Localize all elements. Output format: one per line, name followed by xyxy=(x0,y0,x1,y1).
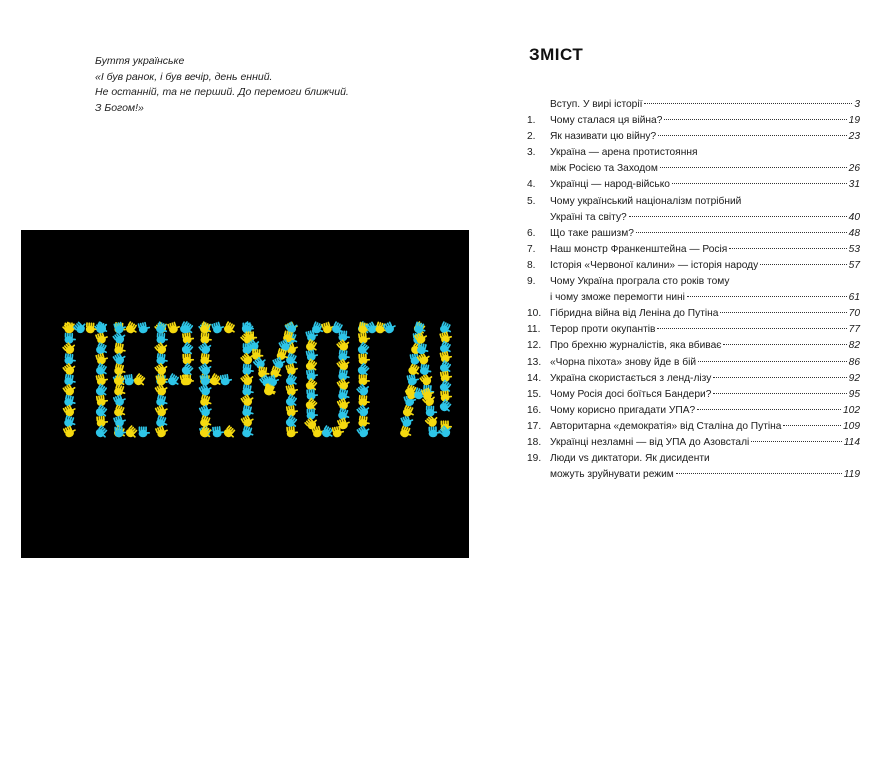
toc-entry-title: Україна скористається з ленд-лізу xyxy=(550,372,712,384)
toc-entry-title: Чому сталася ця війна? xyxy=(550,115,663,127)
toc-entry[interactable] xyxy=(527,274,860,306)
toc-entry-title: Терор проти окупантів xyxy=(550,324,656,336)
toc-entry-page: 109 xyxy=(843,420,860,432)
toc-entry-title: Чому Україна програла сто років тому xyxy=(550,276,730,288)
toc-entry[interactable] xyxy=(527,403,860,419)
toc-entry-title: Наш монстр Франкенштейна — Росія xyxy=(550,243,728,255)
toc-entry-title: Українці — народ-військо xyxy=(550,179,670,191)
dot-leader xyxy=(729,248,846,249)
toc-entry-page: 57 xyxy=(848,259,860,271)
toc-entry-number: 4. xyxy=(527,179,536,191)
toc-entry-title: Чому Росія досі боїться Бандери? xyxy=(550,388,712,400)
dot-leader xyxy=(783,425,841,426)
toc-entry-page: 114 xyxy=(843,436,860,448)
epigraph-line: З Богом!» xyxy=(95,101,144,114)
dot-leader xyxy=(698,361,847,362)
toc-entry[interactable] xyxy=(527,387,860,403)
toc-entry-number: 5. xyxy=(527,195,536,207)
toc-entry-number: 2. xyxy=(527,131,536,143)
toc-entry[interactable] xyxy=(527,97,860,113)
toc-entry[interactable] xyxy=(527,226,860,242)
dot-leader xyxy=(713,393,846,394)
dot-leader xyxy=(760,264,846,265)
toc-entry-title: Про брехню журналістів, яка вбиває xyxy=(550,340,722,352)
toc-entry-title: Чому український націоналізм потрібний xyxy=(550,195,742,207)
toc-entry[interactable] xyxy=(527,177,860,193)
toc-entry[interactable] xyxy=(527,194,860,226)
toc-entry-title: Україна — арена протистояння xyxy=(550,147,698,159)
dot-leader xyxy=(687,296,847,297)
toc-entry-number: 13. xyxy=(527,356,542,368)
toc-entry-number: 6. xyxy=(527,227,536,239)
toc-entry[interactable] xyxy=(527,145,860,177)
dot-leader xyxy=(629,216,847,217)
toc-entry-number: 15. xyxy=(527,388,542,400)
toc-entry-number: 3. xyxy=(527,147,536,159)
victory-artwork xyxy=(21,230,469,558)
toc-entry-title: Авторитарна «демократія» від Сталіна до Путіна xyxy=(550,420,782,432)
toc-entry-title: Що таке рашизм? xyxy=(550,227,634,239)
toc-entry-number: 1. xyxy=(527,115,536,127)
toc-entry-number: 7. xyxy=(527,243,536,255)
dot-leader xyxy=(644,103,852,104)
toc-entry[interactable] xyxy=(527,419,860,435)
dot-leader xyxy=(713,377,846,378)
toc-entry-title: і чому зможе перемогти нині xyxy=(550,292,685,304)
toc-entry-page: 40 xyxy=(848,211,860,223)
toc-entry-title: між Росією та Заходом xyxy=(550,163,658,175)
epigraph-line: «І був ранок, і був вечір, день енний. xyxy=(95,70,273,83)
toc-entry-number: 12. xyxy=(527,340,542,352)
toc-entry[interactable] xyxy=(527,435,860,451)
toc-entry-title: Українці незламні — від УПА до Азовсталі xyxy=(550,436,750,448)
dot-leader xyxy=(720,312,846,313)
toc-entry-number: 9. xyxy=(527,276,536,288)
toc-entry-title: Люди vs диктатори. Як дисиденти xyxy=(550,453,710,465)
toc-entry-page: 82 xyxy=(848,340,860,352)
toc-entry-page: 119 xyxy=(843,469,860,481)
toc-entry-page: 26 xyxy=(848,163,860,175)
dot-leader xyxy=(636,232,847,233)
toc-entry-number: 10. xyxy=(527,308,542,320)
epigraph-line: Буття українське xyxy=(95,55,185,67)
toc-entry-title: Вступ. У вирі історії xyxy=(550,99,643,110)
dot-leader xyxy=(658,135,846,136)
toc-entry-title: Історія «Червоної калини» — історія народу xyxy=(550,259,759,271)
toc-title: ЗМІСТ xyxy=(529,45,584,64)
hands-lettering-image xyxy=(21,230,469,558)
toc-entry-number: 14. xyxy=(527,372,542,384)
dot-leader xyxy=(657,328,846,329)
epigraph-line: Не останній, та не перший. До перемоги ближчий. xyxy=(95,86,349,98)
toc-entry[interactable] xyxy=(527,258,860,274)
toc-entry-title: Гібридна війна від Леніна до Путіна xyxy=(550,308,719,320)
toc-entry-title: Як називати цю війну? xyxy=(550,131,657,143)
toc-entry-page: 53 xyxy=(848,243,860,255)
toc-entry-title: Чому корисно пригадати УПА? xyxy=(550,404,696,416)
toc-entry-page: 61 xyxy=(848,292,860,304)
toc-entry[interactable] xyxy=(527,129,860,145)
toc-entry-page: 95 xyxy=(848,388,860,400)
toc-entry-page: 31 xyxy=(848,179,860,191)
dot-leader xyxy=(676,473,842,474)
toc-entry[interactable] xyxy=(527,451,860,483)
table-of-contents xyxy=(527,97,860,483)
toc-entry-page: 77 xyxy=(848,324,860,336)
dot-leader xyxy=(751,441,841,442)
toc-entry[interactable] xyxy=(527,371,860,387)
epigraph xyxy=(95,54,415,116)
toc-entry-page: 70 xyxy=(848,308,860,320)
toc-entry-page: 19 xyxy=(848,115,860,127)
toc-entry-number: 17. xyxy=(527,420,542,432)
toc-entry-title: можуть зруйнувати режим xyxy=(550,469,674,481)
dot-leader xyxy=(723,344,846,345)
toc-entry-number: 19. xyxy=(527,453,542,465)
toc-entry-title: Україні та світу? xyxy=(550,211,627,223)
dot-leader xyxy=(697,409,841,410)
toc-entry-number: 18. xyxy=(527,436,542,448)
dot-leader xyxy=(660,167,847,168)
toc-entry-page: 86 xyxy=(848,356,860,368)
toc-entry[interactable] xyxy=(527,306,860,322)
toc-entry[interactable] xyxy=(527,113,860,129)
toc-entry-page: 48 xyxy=(848,227,860,239)
toc-entry[interactable] xyxy=(527,355,860,371)
toc-entry-page: 3 xyxy=(854,99,860,110)
toc-entry[interactable] xyxy=(527,322,860,338)
toc-entry-number: 8. xyxy=(527,259,536,271)
toc-entry-title: «Чорна піхота» знову йде в бій xyxy=(550,356,697,368)
toc-entry-page: 102 xyxy=(843,404,860,416)
toc-entry-page: 92 xyxy=(848,372,860,384)
toc-entry-number: 11. xyxy=(527,324,541,336)
toc-entry[interactable] xyxy=(527,242,860,258)
toc-entry-number: 16. xyxy=(527,404,542,416)
toc-entry-page: 23 xyxy=(848,131,860,143)
dot-leader xyxy=(664,119,846,120)
toc-entry[interactable] xyxy=(527,338,860,354)
dot-leader xyxy=(672,183,847,184)
hands-lettering xyxy=(62,319,454,441)
